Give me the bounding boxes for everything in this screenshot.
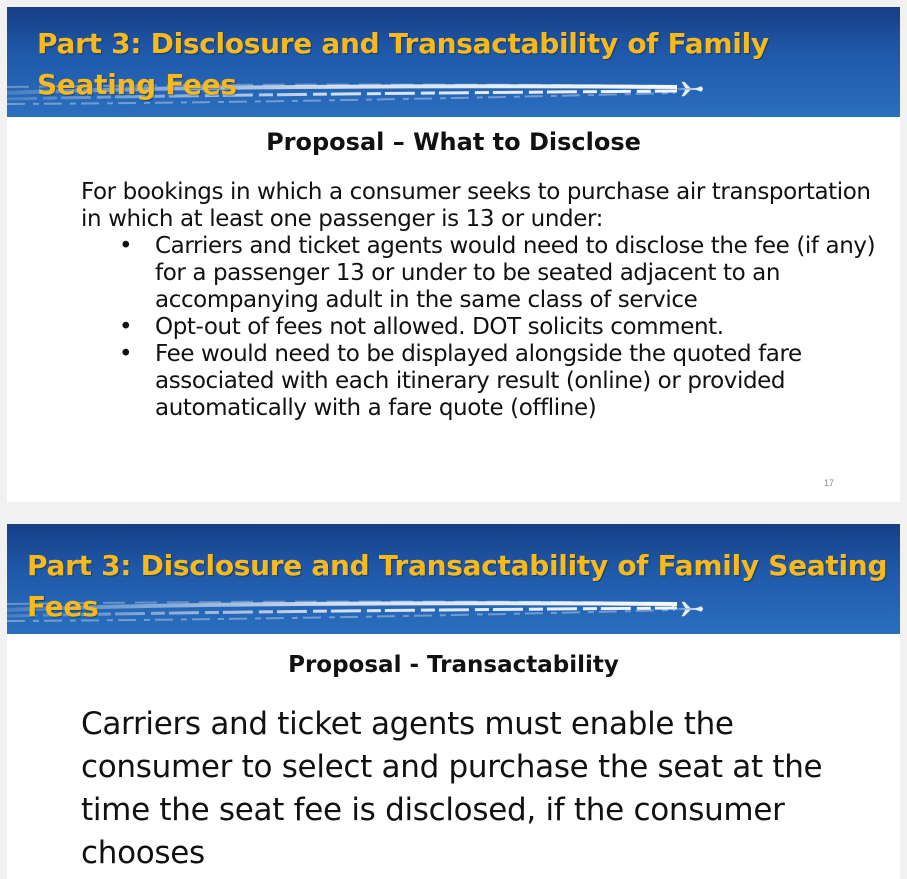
slide-18 [7,524,900,879]
section-heading: Proposal – What to Disclose [266,128,641,156]
bullet-text: Carriers and ticket agents would need to disclose the fee (if any) for a passenger 13 or under to be seated adjacent to an accompanying adult in the same class of service [155,233,876,313]
slide-17 [7,7,900,502]
section-heading: Proposal - Transactability [288,652,619,678]
bullet-list [81,233,881,422]
bullet-text: Fee would need to be displayed alongside the quoted fare associated with each itinerary result (online) or provided automatically with a fare quote (offline) [155,341,802,421]
bullet-text: Opt-out of fees not allowed. DOT solicits comment. [155,314,724,340]
list-item [81,233,881,314]
bullet-icon: • [119,233,133,259]
title-banner [7,524,900,634]
slide-body [81,179,881,422]
slide-title: Part 3: Disclosure and Transactability of Family Seating Fees [37,27,769,101]
bullet-icon: • [119,314,133,340]
page-number: 17 [823,478,834,488]
title-banner [7,7,900,117]
intro-text: For bookings in which a consumer seeks to purchase air transportation in which at least one passenger is 13 or under: [81,179,871,232]
slide-title: Part 3: Disclosure and Transactability of Family Seating Fees [27,549,888,623]
list-item [81,341,881,422]
list-item [81,314,881,341]
bullet-icon: • [119,341,133,367]
body-text: Carriers and ticket agents must enable the consumer to select and purchase the seat at the time the seat fee is disclosed, if the consumer chooses [81,706,823,871]
